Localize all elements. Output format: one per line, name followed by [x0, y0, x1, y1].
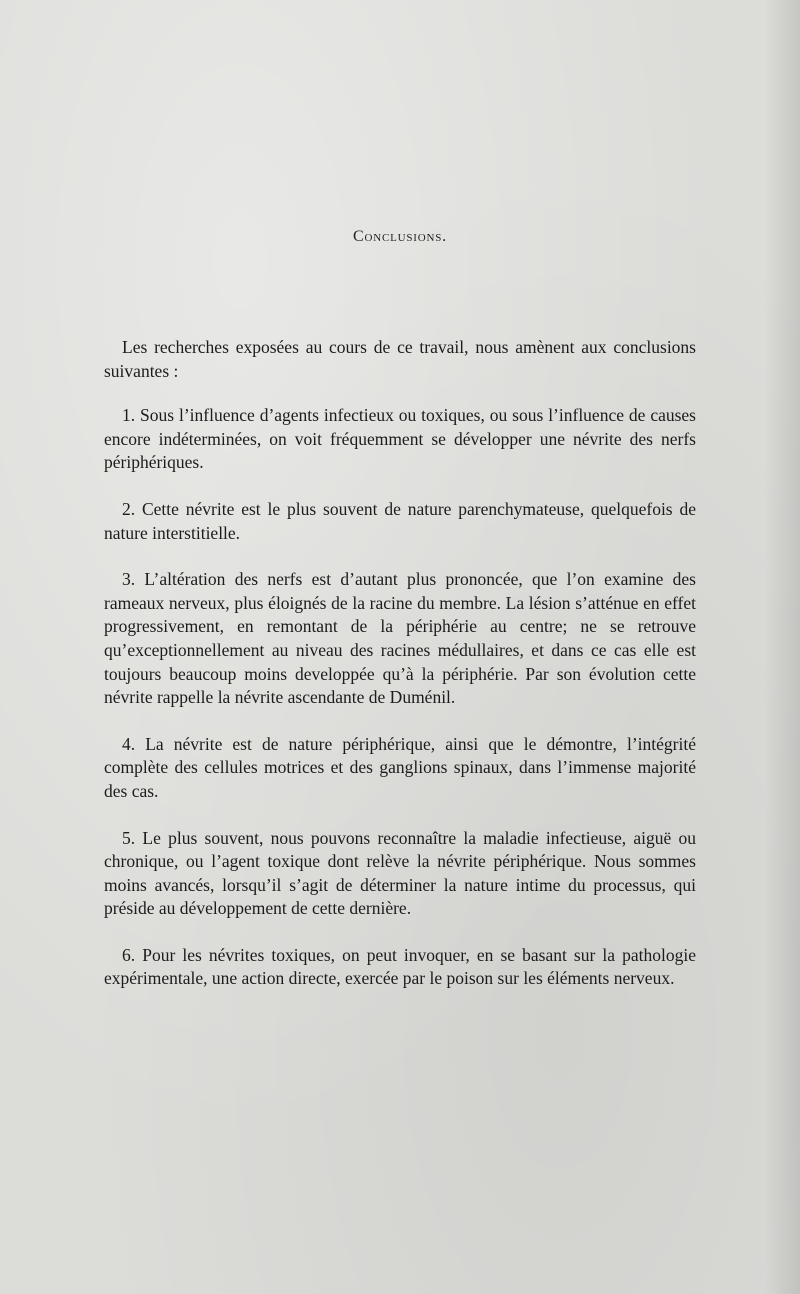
conclusion-paragraph-1: 1. Sous l’influence d’agents infectieux ou toxiques, ou sous l’influence de causes encore indéterminées, on voit fréquemment se développer une névrite des nerfs périphériques. [104, 405, 696, 473]
conclusion-paragraph-2: 2. Cette névrite est le plus souvent de nature parenchymateuse, quelquefois de nature interstitielle. [104, 498, 696, 543]
conclusions-body [104, 336, 696, 1014]
conclusion-paragraph-3: 3. L’altération des nerfs est d’autant plus prononcée, que l’on examine des rameaux nerveux, plus éloignés de la racine du membre. La lésion s’atténue en effet progressivement, en remontant de la périphérie au centre; ne se retrouve qu’exceptionnellement au niveau des racines médullaires, et dans ce cas elle est toujours beaucoup moins developpée qu’à la périphérie. Par son évolution cette névrite rappelle la névrite ascendante de Duménil. [104, 569, 696, 708]
intro-paragraph: Les recherches exposées au cours de ce travail, nous amènent aux conclusions suivantes : [104, 337, 696, 381]
conclusion-paragraph-4: 4. La névrite est de nature périphérique, ainsi que le démontre, l’intégrité complète des cellules motrices et des ganglions spinaux, dans l’immense majorité des cas. [104, 733, 696, 801]
conclusion-paragraph-5: 5. Le plus souvent, nous pouvons reconnaître la maladie infectieuse, aiguë ou chronique, ou l’agent toxique dont relève la névrite périphérique. Nous sommes moins avancés, lorsqu’il s’agit de déterminer la nature intime du processus, qui préside au développement de cette dernière. [104, 827, 696, 919]
section-heading: Conclusions. [353, 228, 447, 245]
conclusion-paragraph-6: 6. Pour les névrites toxiques, on peut invoquer, en se basant sur la pathologie expérimentale, une action directe, exercée par le poison sur les éléments nerveux. [104, 944, 696, 989]
